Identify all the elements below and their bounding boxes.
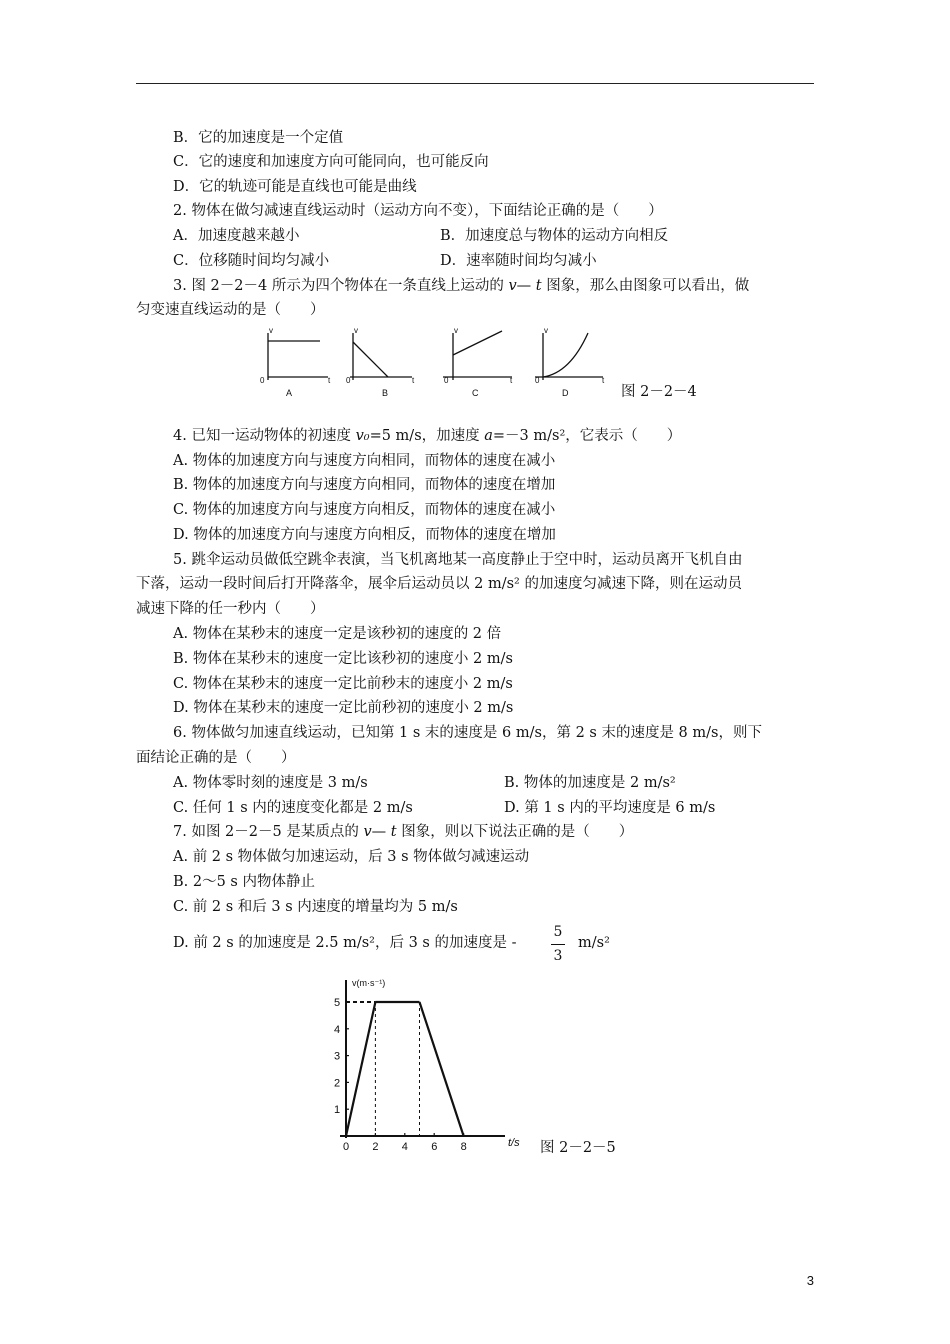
y-tick-label: 5 xyxy=(334,997,341,1009)
svg-text:0: 0 xyxy=(444,376,449,385)
svg-text:v: v xyxy=(269,326,273,335)
x-tick-label: 6 xyxy=(431,1141,438,1153)
series-segment-2 xyxy=(420,1002,464,1136)
q3-caption: 图 2－2－4 xyxy=(621,384,697,400)
svg-text:t: t xyxy=(602,376,605,385)
page-number: 3 xyxy=(806,1273,814,1288)
x-tick-label: 4 xyxy=(401,1141,408,1153)
svg-text:v: v xyxy=(544,326,548,335)
q6-stem-2: 面结论正确的是（ ） xyxy=(136,750,296,766)
q2-stem: 2. 物体在做匀减速直线运动时（运动方向不变），下面结论正确的是（ ） xyxy=(173,203,663,219)
q2-option-d: D．速率随时间均匀减小 xyxy=(440,253,597,269)
q1-option-c: C．它的速度和加速度方向可能同向，也可能反向 xyxy=(173,154,489,170)
svg-text:t: t xyxy=(328,376,331,385)
q7-option-d-unit: m/s² xyxy=(578,935,610,951)
fraction-numerator: 5 xyxy=(553,924,563,940)
q4-option-a: A. 物体的加速度方向与速度方向相同，而物体的速度在减小 xyxy=(173,453,556,469)
svg-text:0: 0 xyxy=(535,376,540,385)
q6-option-d: D. 第 1 s 内的平均速度是 6 m/s xyxy=(504,800,716,816)
vt-chart xyxy=(330,976,530,1156)
svg-text:t: t xyxy=(510,376,513,385)
q5-option-d: D. 物体在某秒末的速度一定比前秒初的速度小 2 m/s xyxy=(173,700,514,716)
q7-option-d: D. 前 2 s 的加速度是 2.5 m/s²，后 3 s 的加速度是 - xyxy=(173,935,517,951)
q4-stem: 4. 已知一运动物体的初速度 v₀=5 m/s，加速度 a=－3 m/s²，它表示（ ） xyxy=(173,428,682,444)
y-axis-label: v(m·s⁻¹) xyxy=(352,978,386,988)
q2-option-b: B．加速度总与物体的运动方向相反 xyxy=(440,228,669,244)
q5-stem-1: 5. 跳伞运动员做低空跳伞表演，当飞机离地某一高度静止于空中时，运动员离开飞机自由 xyxy=(173,552,743,568)
q7-option-a: A. 前 2 s 物体做匀加速运动，后 3 s 物体做匀减速运动 xyxy=(173,849,530,865)
q2-option-a: A．加速度越来越小 xyxy=(173,228,300,244)
graph-label-d: D xyxy=(562,388,569,398)
q5-option-a: A. 物体在某秒末的速度一定是该秒初的速度的 2 倍 xyxy=(173,626,502,642)
q5-stem-2: 下落，运动一段时间后打开降落伞，展伞后运动员以 2 m/s² 的加速度匀减速下降，则在运动员 xyxy=(136,576,742,592)
q6-option-c: C. 任何 1 s 内的速度变化都是 2 m/s xyxy=(173,800,413,816)
q6-option-b: B. 物体的加速度是 2 m/s² xyxy=(504,775,676,791)
graph-label-c: C xyxy=(472,388,479,398)
q6-option-a: A. 物体零时刻的速度是 3 m/s xyxy=(173,775,368,791)
graph-label-a: A xyxy=(286,388,293,398)
y-tick-label: 3 xyxy=(334,1050,341,1063)
q7-option-b: B. 2～5 s 内物体静止 xyxy=(173,874,315,890)
fraction-bar xyxy=(551,944,565,945)
q1-option-b: B．它的加速度是一个定值 xyxy=(173,130,344,146)
fraction-denominator: 3 xyxy=(553,948,563,964)
y-tick-label: 1 xyxy=(334,1104,341,1117)
q3-stem: 3. 图 2－2－4 所示为四个物体在一条直线上运动的 v— t 图象，那么由图象可以看出，做 xyxy=(173,278,750,294)
q2-option-c: C．位移随时间均匀减小 xyxy=(173,253,330,269)
q5-option-b: B. 物体在某秒末的速度一定比该秒初的速度小 2 m/s xyxy=(173,651,513,667)
q7-stem: 7. 如图 2－2－5 是某质点的 v— t 图象，则以下说法正确的是（ ） xyxy=(173,824,634,840)
q6-stem-1: 6. 物体做匀加速直线运动，已知第 1 s 末的速度是 6 m/s，第 2 s 末的速度是 8 m/s，则下 xyxy=(173,725,762,741)
x-tick-label: 0 xyxy=(343,1141,350,1153)
q4-option-d: D. 物体的加速度方向与速度方向相反，而物体的速度在增加 xyxy=(173,527,556,543)
svg-text:v: v xyxy=(354,326,358,335)
svg-text:v: v xyxy=(454,326,458,335)
q5-stem-3: 减速下降的任一秒内（ ） xyxy=(136,601,325,617)
q3-stem-line2: 匀变速直线运动的是（ ） xyxy=(136,302,325,318)
x-axis-label: t/s xyxy=(508,1137,520,1149)
svg-text:0: 0 xyxy=(346,376,351,385)
header-rule xyxy=(136,83,814,84)
q7-caption: 图 2－2－5 xyxy=(540,1140,616,1156)
y-tick-label: 4 xyxy=(334,1023,341,1036)
q4-option-c: C. 物体的加速度方向与速度方向相反，而物体的速度在减小 xyxy=(173,502,556,518)
y-tick-label: 2 xyxy=(334,1077,341,1090)
x-tick-label: 2 xyxy=(372,1141,379,1153)
q1-option-d: D．它的轨迹可能是直线也可能是曲线 xyxy=(173,179,417,195)
q5-option-c: C. 物体在某秒末的速度一定比前秒末的速度小 2 m/s xyxy=(173,676,513,692)
series-segment-0 xyxy=(346,1002,375,1136)
q3-vt-graphs xyxy=(250,325,610,400)
svg-text:t: t xyxy=(412,376,415,385)
x-tick-label: 8 xyxy=(460,1141,467,1153)
graph-label-b: B xyxy=(382,388,389,398)
q4-option-b: B. 物体的加速度方向与速度方向相同，而物体的速度在增加 xyxy=(173,477,556,493)
q7-option-c: C. 前 2 s 和后 3 s 内速度的增量均为 5 m/s xyxy=(173,899,458,915)
svg-text:0: 0 xyxy=(260,376,265,385)
